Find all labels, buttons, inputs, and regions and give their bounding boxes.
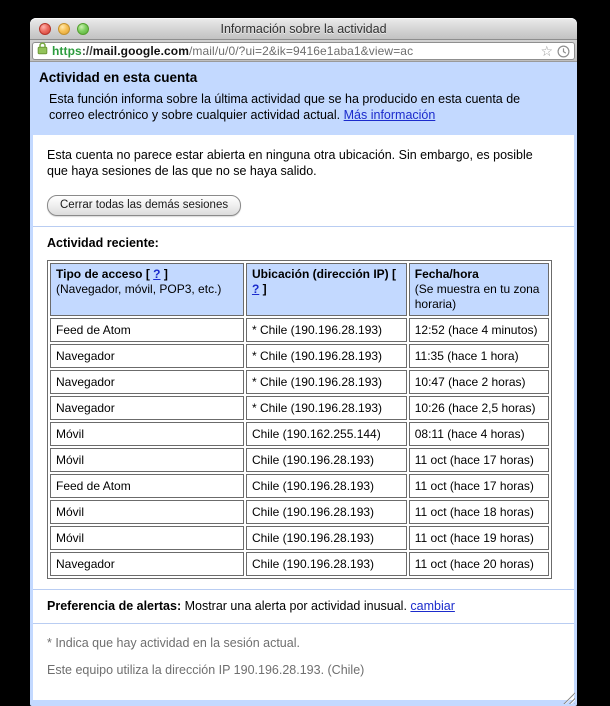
page-content — [30, 62, 577, 706]
table-row — [50, 422, 549, 446]
close-sessions-button[interactable]: Cerrar todas las demás sesiones — [47, 195, 241, 216]
cell-access: Navegador — [50, 344, 244, 368]
cell-access: Móvil — [50, 448, 244, 472]
lock-icon — [37, 42, 48, 60]
url-text — [52, 44, 536, 58]
address-bar-row — [30, 40, 577, 62]
cell-access: Feed de Atom — [50, 474, 244, 498]
session-status-section — [33, 135, 574, 226]
header-datetime — [409, 263, 549, 316]
url-host: mail.google.com — [92, 44, 189, 58]
table-row — [50, 500, 549, 524]
header-datetime-title: Fecha/hora — [414, 267, 479, 281]
table-row — [50, 448, 549, 472]
table-row — [50, 370, 549, 394]
recent-activity-label: Actividad reciente: — [47, 236, 159, 250]
table-row — [50, 396, 549, 420]
bracket: ] — [160, 267, 168, 281]
current-session-note: * Indica que hay actividad en la sesión actual. — [47, 636, 300, 650]
header-datetime-subtitle: (Se muestra en tu zona horaria) — [414, 282, 540, 311]
cell-location: Chile (190.196.28.193) — [246, 552, 407, 576]
cell-location: * Chile (190.196.28.193) — [246, 344, 407, 368]
table-row — [50, 526, 549, 550]
page-title: Actividad en esta cuenta — [39, 70, 198, 85]
table-row — [50, 344, 549, 368]
header-access-type — [50, 263, 244, 316]
location-help-link[interactable]: ? — [251, 282, 260, 296]
cell-access: Navegador — [50, 370, 244, 394]
footnotes-section — [33, 624, 574, 700]
cell-datetime: 11 oct (hace 20 horas) — [409, 552, 549, 576]
header-location — [246, 263, 407, 316]
cell-access: Navegador — [50, 552, 244, 576]
window-titlebar[interactable] — [30, 18, 577, 40]
url-scheme: https — [52, 44, 82, 58]
page-description — [49, 91, 554, 123]
bracket: ] — [259, 282, 267, 296]
cell-location: * Chile (190.196.28.193) — [246, 396, 407, 420]
cell-datetime: 11:35 (hace 1 hora) — [409, 344, 549, 368]
cell-location: Chile (190.162.255.144) — [246, 422, 407, 446]
alert-preference-text: Mostrar una alerta por actividad inusual. — [184, 599, 407, 613]
cell-datetime: 08:11 (hace 4 horas) — [409, 422, 549, 446]
table-row — [50, 318, 549, 342]
cell-access: Móvil — [50, 422, 244, 446]
cell-location: * Chile (190.196.28.193) — [246, 370, 407, 394]
cell-access: Navegador — [50, 396, 244, 420]
more-info-link[interactable]: Más información — [343, 108, 436, 122]
cell-datetime: 11 oct (hace 17 horas) — [409, 474, 549, 498]
browser-window — [30, 18, 577, 677]
cell-location: Chile (190.196.28.193) — [246, 500, 407, 524]
cell-datetime: 11 oct (hace 19 horas) — [409, 526, 549, 550]
table-row — [50, 474, 549, 498]
header-access-subtitle: (Navegador, móvil, POP3, etc.) — [56, 282, 222, 296]
table-row — [50, 552, 549, 576]
url-path: /mail/u/0/?ui=2&ik=9416e1aba1&view=ac — [188, 44, 414, 58]
cell-datetime: 10:47 (hace 2 horas) — [409, 370, 549, 394]
table-header-row — [50, 263, 549, 316]
cell-datetime: 11 oct (hace 17 horas) — [409, 448, 549, 472]
session-status-text: Esta cuenta no parece estar abierta en ninguna otra ubicación. Sin embargo, es posible que haya sesiones de las que no se haya salido. — [47, 148, 533, 178]
access-help-link[interactable]: ? — [153, 267, 161, 281]
bookmark-star-icon[interactable]: ☆ — [540, 43, 553, 59]
cell-location: Chile (190.196.28.193) — [246, 474, 407, 498]
main-panel — [33, 135, 574, 700]
cell-datetime: 10:26 (hace 2,5 horas) — [409, 396, 549, 420]
address-bar[interactable] — [32, 42, 575, 60]
cell-datetime: 12:52 (hace 4 minutos) — [409, 318, 549, 342]
activity-table — [47, 260, 552, 579]
cell-location: Chile (190.196.28.193) — [246, 448, 407, 472]
cell-access: Feed de Atom — [50, 318, 244, 342]
history-clock-icon[interactable] — [557, 45, 570, 58]
ip-note: Este equipo utiliza la dirección IP 190.196.28.193. (Chile) — [47, 663, 365, 677]
bracket: [ — [392, 267, 396, 281]
cell-access: Móvil — [50, 526, 244, 550]
cell-access: Móvil — [50, 500, 244, 524]
window-title: Información sobre la actividad — [220, 22, 387, 36]
cell-location: * Chile (190.196.28.193) — [246, 318, 407, 342]
url-separator: :// — [81, 44, 93, 58]
alert-preference-label: Preferencia de alertas: — [47, 599, 182, 613]
change-alert-link[interactable]: cambiar — [410, 599, 455, 613]
page-description-text: Esta función informa sobre la última actividad que se ha producido en esta cuenta de correo electrónico y sobre cualquier actividad actual. — [49, 92, 521, 122]
header-location-title: Ubicación (dirección IP) — [251, 267, 389, 281]
cell-datetime: 11 oct (hace 18 horas) — [409, 500, 549, 524]
cell-location: Chile (190.196.28.193) — [246, 526, 407, 550]
page-header — [33, 62, 574, 135]
header-access-title: Tipo de acceso — [56, 267, 143, 281]
recent-activity-section — [33, 227, 574, 589]
bracket: [ — [145, 267, 154, 281]
alert-preference-section — [33, 590, 574, 623]
